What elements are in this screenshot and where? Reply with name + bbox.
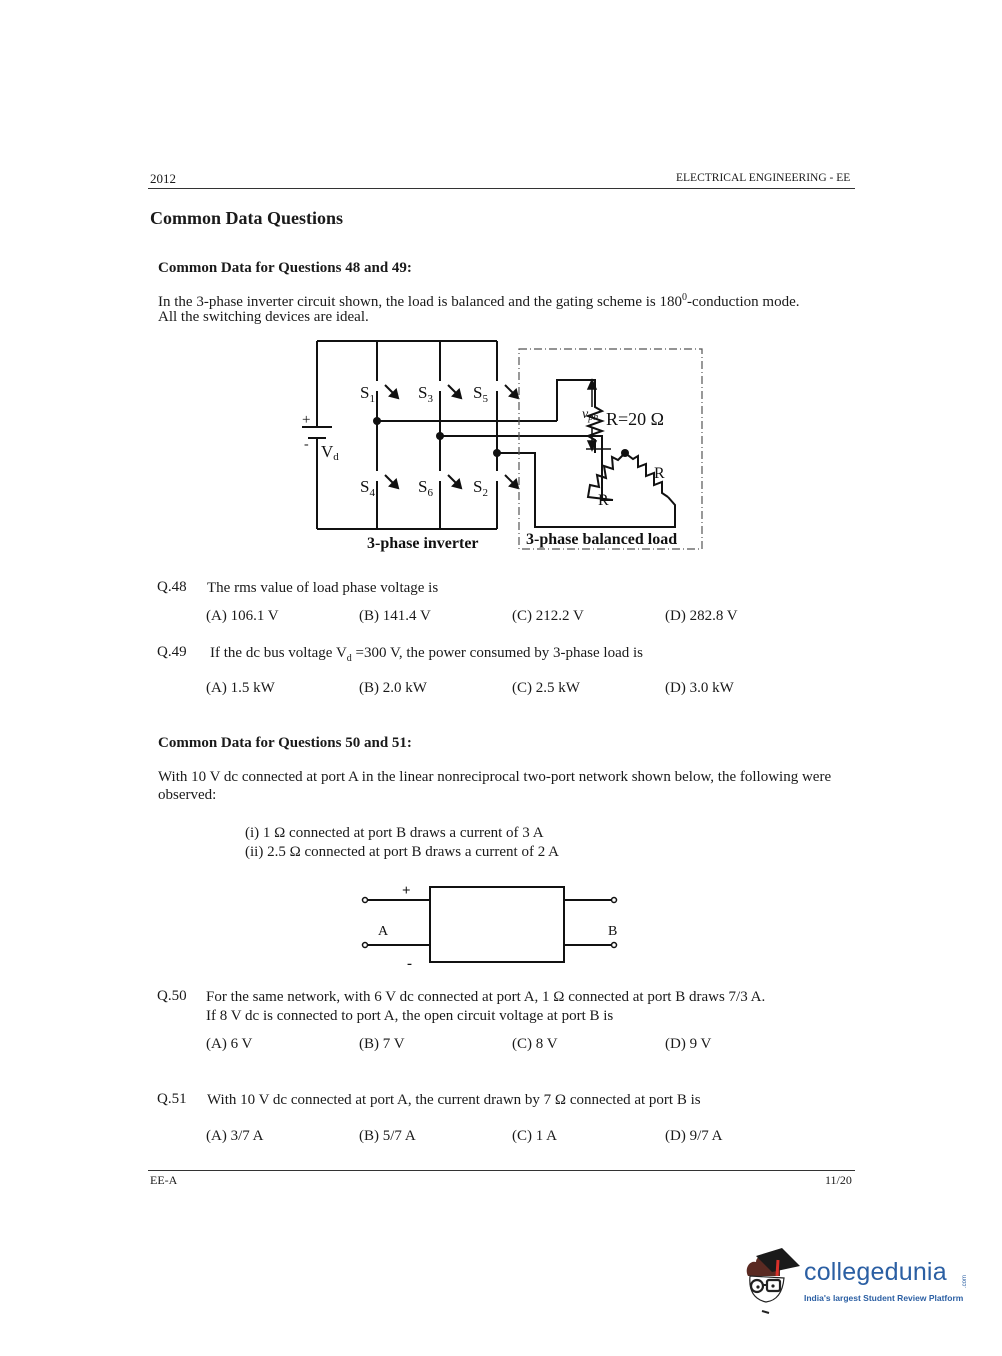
q50-text-line1: For the same network, with 6 V dc connected at port A, 1 Ω connected at port B draws 7/3 A. (206, 989, 766, 1005)
source-label: Vd (321, 442, 339, 463)
q48-text: The rms value of load phase voltage is (207, 580, 439, 596)
minus-sign: - (304, 437, 309, 452)
port-a-minus: - (407, 956, 412, 970)
observation-2: (ii) 2.5 Ω connected at port B draws a current of 2 A (245, 844, 559, 860)
common-data-heading-48-49: Common Data for Questions 48 and 49: (158, 260, 412, 276)
common-data-heading-50-51: Common Data for Questions 50 and 51: (158, 735, 412, 751)
q50-number: Q.50 (157, 988, 187, 1004)
intro-text: In the 3-phase inverter circuit shown, the load is balanced and the gating scheme is 180 (158, 294, 683, 310)
header-year: 2012 (150, 171, 176, 186)
block1-intro-line2: All the switching devices are ideal. (158, 309, 369, 325)
q48-number: Q.48 (157, 579, 187, 595)
collegedunia-watermark (742, 1246, 977, 1321)
phase-output-wires (377, 380, 675, 527)
q49-text-post: =300 V, the power consumed by 3-phase load is (351, 645, 643, 661)
resistor-label-right: R (654, 465, 665, 482)
q49-text (210, 644, 643, 668)
q49-option-c: (C) 2.5 kW (512, 680, 580, 696)
q51-option-b: (B) 5/7 A (359, 1128, 416, 1144)
q48-option-b: (B) 141.4 V (359, 608, 431, 624)
q49-option-d: (D) 3.0 kW (665, 680, 734, 696)
resistor-label-left: R (598, 492, 609, 509)
q50-option-d: (D) 9 V (665, 1036, 712, 1052)
brand-name: collegedunia (804, 1258, 947, 1286)
terminal-circles (363, 898, 617, 948)
load-caption: 3-phase balanced load (526, 531, 678, 548)
section-title: Common Data Questions (150, 208, 344, 228)
inverter-circuit-diagram (290, 335, 720, 560)
q48-option-d: (D) 282.8 V (665, 608, 738, 624)
switch-label-s5: $S_5$ (473, 383, 488, 405)
header-divider (148, 188, 855, 189)
plus-sign: + (302, 412, 311, 428)
resistor-value-label: R=20 Ω (606, 409, 665, 429)
port-b-label: B (608, 924, 618, 939)
two-port-box (430, 887, 564, 962)
q50-option-c: (C) 8 V (512, 1036, 558, 1052)
student-mascot-icon (742, 1246, 804, 1318)
port-a-plus: + (402, 883, 411, 899)
header-subject: ELECTRICAL ENGINEERING - EE (676, 172, 851, 184)
switch-label-s6: $S_6$ (418, 477, 433, 499)
footer-page-number: 11/20 (825, 1173, 852, 1187)
q50-option-a: (A) 6 V (206, 1036, 253, 1052)
q50-option-b: (B) 7 V (359, 1036, 405, 1052)
vph-label: vph (582, 407, 599, 423)
q49-subscript: d (346, 653, 352, 664)
switch-label-s3: $S_3$ (418, 383, 433, 405)
block2-intro: With 10 V dc connected at port A in the linear nonreciprocal two-port network shown below, the following were observed: (158, 769, 832, 803)
q49-option-b: (B) 2.0 kW (359, 680, 427, 696)
q48-option-a: (A) 106.1 V (206, 608, 279, 624)
q49-option-a: (A) 1.5 kW (206, 680, 275, 696)
footer-code: EE-A (150, 1173, 178, 1187)
q50-text-line2: If 8 V dc is connected to port A, the open circuit voltage at port B is (206, 1008, 614, 1024)
degree-superscript: 0 (682, 292, 688, 303)
two-port-network-diagram (355, 878, 630, 970)
brand-tagline: India's largest Student Review Platform (804, 1293, 964, 1303)
intro-text-post: -conduction mode. (687, 294, 800, 310)
q51-text: With 10 V dc connected at port A, the current drawn by 7 Ω connected at port B is (207, 1092, 701, 1108)
q49-number: Q.49 (157, 644, 187, 660)
switch-label-s4: $S_4$ (360, 477, 375, 499)
brand-domain-suffix: .com (962, 1274, 968, 1288)
q51-option-c: (C) 1 A (512, 1128, 557, 1144)
q49-text-pre: If the dc bus voltage V (210, 645, 347, 661)
q51-option-d: (D) 9/7 A (665, 1128, 723, 1144)
port-a-label: A (378, 924, 389, 939)
q48-option-c: (C) 212.2 V (512, 608, 584, 624)
q51-number: Q.51 (157, 1091, 187, 1107)
observation-1: (i) 1 Ω connected at port B draws a current of 3 A (245, 825, 544, 841)
q51-option-a: (A) 3/7 A (206, 1128, 264, 1144)
inverter-caption: 3-phase inverter (367, 535, 479, 552)
footer-divider (148, 1170, 855, 1171)
switch-label-s2: $S_2$ (473, 477, 488, 499)
switch-label-s1: $S_1$ (360, 383, 375, 405)
